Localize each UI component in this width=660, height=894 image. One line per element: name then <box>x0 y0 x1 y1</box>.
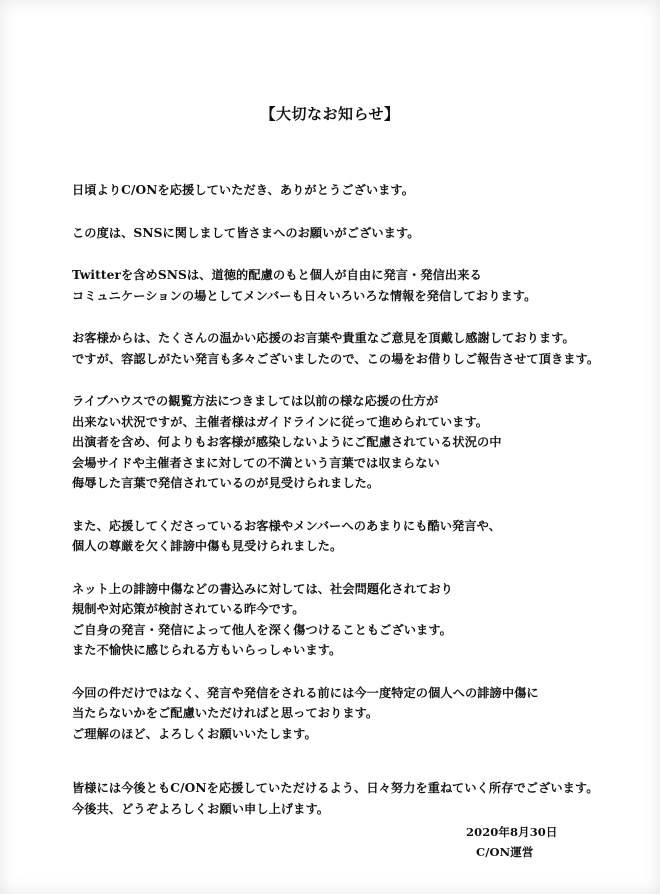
text-line: この度は、SNSに関しまして皆さまへのお願いがございます。 <box>72 225 420 240</box>
text-line: 皆様には今後ともC/ONを応援していただけるよう、日々努力を重ねていく所存でございます。 <box>72 781 599 795</box>
signature-date: 2020年8月30日 <box>466 825 558 839</box>
text-line: 出演者を含め、何よりもお客様が感染しないようにご配慮されている状況の中 <box>72 435 502 449</box>
text-line: ですが、容認しがたい発言も多々ございましたので、この場をお借りしご報告させて頂きます。 <box>72 351 600 366</box>
paragraph-thanks <box>72 328 632 369</box>
text-line: 当たらないかをご配慮いただければと思っております。 <box>72 706 379 720</box>
signature-block <box>466 822 586 862</box>
text-line: Twitterを含めSNSは、道徳的配慮のもと個人が自由に発言・発信出来る <box>72 268 482 282</box>
paragraph-consideration <box>72 683 632 745</box>
paragraph-online-slander <box>72 579 632 661</box>
text-line: また、応援してくださっているお客様やメンバーへのあまりにも酷い発言や、 <box>72 518 501 533</box>
text-line: 規制や対応策が検討されている昨今です。 <box>72 602 305 616</box>
text-line: ネット上の誹謗中傷などの書込みに対しては、社会問題化されており <box>72 581 453 596</box>
paragraph-greeting <box>72 180 632 201</box>
paragraph-sns-purpose <box>72 265 632 306</box>
text-line: ご理解のほど、よろしくお願いいたします。 <box>72 726 317 741</box>
text-line: 出来ない状況ですが、主催者様はガイドラインに従って進められています。 <box>72 414 489 429</box>
paragraph-closing <box>72 778 632 819</box>
text-line: 日頃よりC/ONを応援していただき、ありがとうございます。 <box>72 183 415 197</box>
text-line: 個人の尊厳を欠く誹謗中傷も見受けられました。 <box>72 539 343 553</box>
text-line: 今回の件だけではなく、発言や発信をされる前には今一度特定の個人への誹謗中傷に <box>72 685 539 700</box>
text-line: ご自身の発言・発信によって他人を深く傷つけることもございます。 <box>72 622 452 637</box>
notice-body <box>72 180 632 841</box>
notice-title: 【大切なお知らせ】 <box>260 105 400 123</box>
text-line: お客様からは、たくさんの温かい応援のお言葉や貴重なご意見を頂戴し感謝しております。 <box>72 331 575 345</box>
paragraph-member-abuse <box>72 516 632 557</box>
text-line: コミュニケーションの場としてメンバーも日々いろいろな情報を発信しております。 <box>72 288 537 303</box>
text-line: また不愉快に感じられる方もいらっしゃいます。 <box>72 643 342 657</box>
text-line: 今後共、どうぞよろしくお願い申し上げます。 <box>72 801 330 816</box>
signature-name: C/ON運営 <box>476 845 534 859</box>
text-line: ライブハウスでの観覧方法につきましては以前の様な応援の仕方が <box>72 394 439 408</box>
paragraph-livehouse <box>72 391 632 494</box>
text-line: 侮辱した言葉で発信されているのが見受けられました。 <box>72 476 380 490</box>
paragraph-request <box>72 223 632 244</box>
text-line: 会場サイドや主催者さまに対しての不満という言葉では収まらない <box>72 455 440 470</box>
